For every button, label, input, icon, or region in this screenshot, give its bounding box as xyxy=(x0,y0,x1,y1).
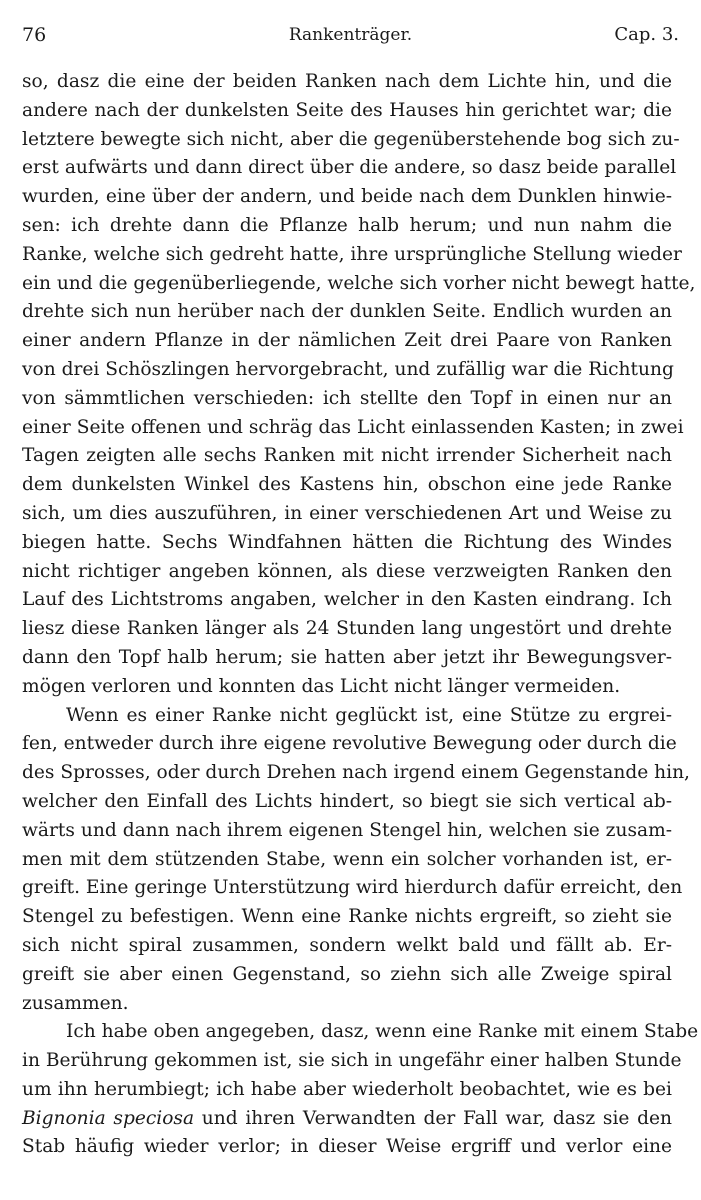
text-line: von drei Schöszlingen hervorgebracht, und zufällig war die Richtung xyxy=(22,358,674,380)
text-line: nicht richtiger angeben können, als diese verzweigten Ranken den xyxy=(22,560,672,582)
running-title: Rankenträger. xyxy=(288,25,413,45)
text-line: Stengel zu befestigen. Wenn eine Ranke nichts ergreift, so zieht sie xyxy=(22,906,672,928)
text-line: sen: ich drehte dann die Pflanze halb herum; und nun nahm die xyxy=(22,214,672,236)
text-line: greift. Eine geringe Unterstützung wird hierdurch dafür erreicht, den xyxy=(22,877,683,899)
text-line: Stab häufig wieder verlor; in dieser Weise ergriff und verlor eine xyxy=(22,1136,672,1158)
text-line: andere nach der dunkelsten Seite des Hauses hin gerichtet war; die xyxy=(22,99,672,121)
text-line: des Sprosses, oder durch Drehen nach irgend einem Gegenstande hin, xyxy=(22,762,690,784)
text-line: drehte sich nun herüber nach der dunklen Seite. Endlich wurden an xyxy=(22,301,672,323)
text-line: einer andern Pflanze in der nämlichen Zeit drei Paare von Ranken xyxy=(22,330,672,352)
text-line: in Berührung gekommen ist, sie sich in ungefähr einer halben Stunde xyxy=(22,1050,682,1072)
text-line: erst aufwärts und dann direct über die andere, so dasz beide parallel xyxy=(22,157,677,179)
body-text xyxy=(22,68,699,1162)
text-line: dann den Topf halb herum; sie hatten aber jetzt ihr Bewegungsver- xyxy=(22,646,672,668)
text-line: greift sie aber einen Gegenstand, so ziehn sich alle Zweige spiral xyxy=(22,963,672,985)
text-line: mögen verloren und konnten das Licht nicht länger vermeiden. xyxy=(22,675,621,697)
text-line: zusammen. xyxy=(22,992,129,1014)
page-number: 76 xyxy=(22,24,47,46)
text-line: biegen hatte. Sechs Windfahnen hätten die Richtung des Windes xyxy=(22,531,672,553)
paragraph xyxy=(22,1018,699,1162)
text-line: sich nicht spiral zusammen, sondern welkt bald und fällt ab. Er- xyxy=(22,934,672,956)
text-line: men mit dem stützenden Stabe, wenn ein solcher vorhanden ist, er- xyxy=(22,848,672,870)
text-line: wärts und dann nach ihrem eigenen Stengel hin, welchen sie zusam- xyxy=(22,819,672,841)
text-line: so, dasz die eine der beiden Ranken nach dem Lichte hin, und die xyxy=(22,71,672,92)
text-line: einer Seite offenen und schräg das Licht einlassenden Kasten; in zwei xyxy=(22,416,684,438)
page-header xyxy=(22,20,679,50)
text-line: um ihn herumbiegt; ich habe aber wiederholt beobachtet, wie es bei xyxy=(22,1078,672,1100)
text-line: wurden, eine über der andern, und beide nach dem Dunklen hinwie- xyxy=(22,186,672,208)
text-line: welcher den Einfall des Lichts hindert, so biegt sie sich vertical ab- xyxy=(22,790,672,812)
text-line: ein und die gegenüberliegende, welche sich vorher nicht bewegt hatte, xyxy=(22,272,696,294)
paragraph xyxy=(22,68,696,702)
text-line: von sämmtlichen verschieden: ich stellte den Topf in einen nur an xyxy=(22,387,672,409)
text-line: Lauf des Lichtstroms angaben, welcher in den Kasten eindrang. Ich xyxy=(22,589,672,611)
text-line: sich, um dies auszuführen, in einer verschiedenen Art und Weise zu xyxy=(22,502,672,524)
paragraph xyxy=(22,702,690,1019)
text-line: letztere bewegte sich nicht, aber die gegenüberstehende bog sich zu- xyxy=(22,128,680,150)
text-line: Tagen zeigten alle sechs Ranken mit nicht irrender Sicherheit nach xyxy=(22,445,672,467)
text-line: Ranke, welche sich gedreht hatte, ihre ursprüngliche Stellung wieder xyxy=(22,243,682,265)
text-span: und ihren Verwandten der Fall war, dasz sie den xyxy=(194,1107,672,1129)
species-name: Bignonia speciosa xyxy=(22,1107,195,1129)
text-line: Ich habe oben angegeben, dasz, wenn eine Ranke mit einem Stabe xyxy=(66,1021,699,1043)
chapter-label: Cap. 3. xyxy=(614,24,679,45)
text-line: Wenn es einer Ranke nicht geglückt ist, eine Stütze zu ergrei- xyxy=(66,704,672,726)
text-line: fen, entweder durch ihre eigene revolutive Bewegung oder durch die xyxy=(22,733,677,755)
text-line: liesz diese Ranken länger als 24 Stunden lang ungestört und drehte xyxy=(22,618,672,640)
text-line: dem dunkelsten Winkel des Kastens hin, obschon eine jede Ranke xyxy=(22,474,672,496)
text-line-italic-species xyxy=(22,1105,672,1134)
